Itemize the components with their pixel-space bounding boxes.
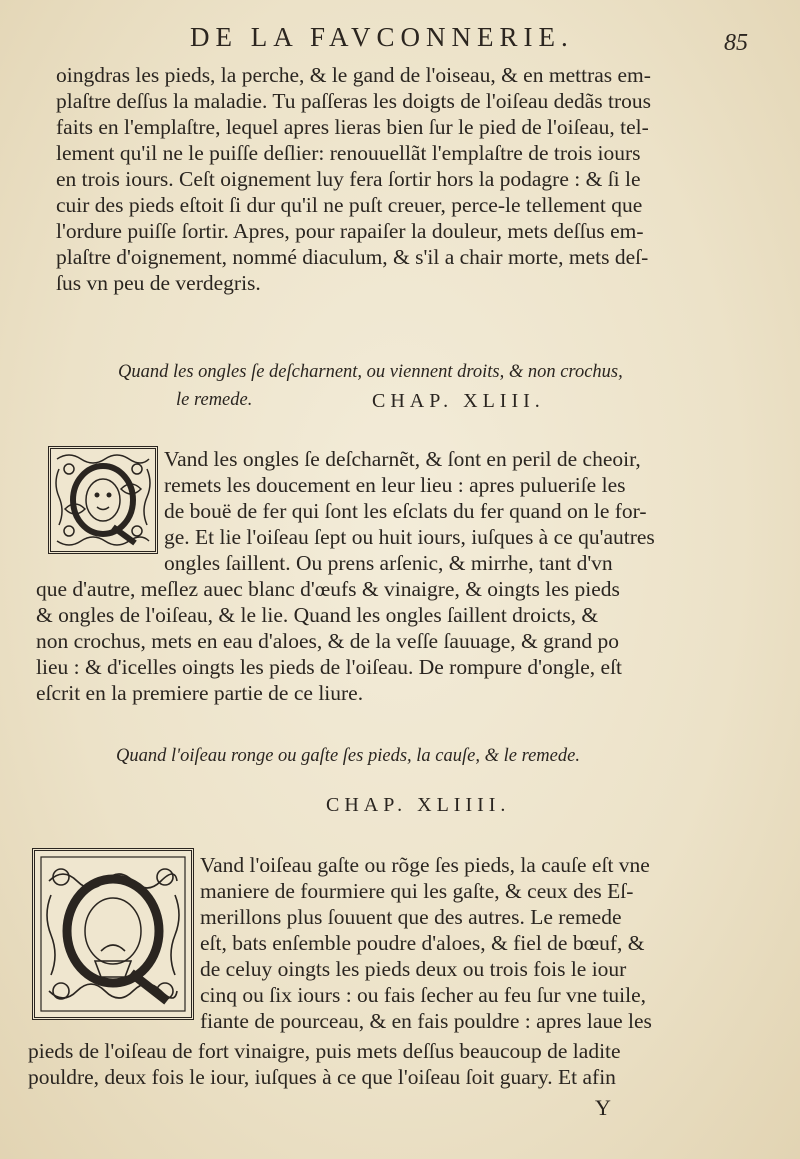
page-number: 85	[724, 30, 748, 56]
text-line: ge. Et lie l'oiſeau ſept ou huit iours, iuſques à ce qu'autres	[164, 525, 655, 549]
text-line: pouldre, deux fois le iour, iuſques à ce que l'oiſeau ſoit guary. Et afin	[28, 1065, 616, 1089]
decorated-initial-q	[32, 848, 194, 1020]
text-line: eſcrit en la premiere partie de ce liure.	[36, 681, 364, 705]
page-header	[0, 18, 800, 58]
text-line: Vand l'oiſeau gaſte ou rõge ſes pieds, la cauſe eſt vne	[200, 853, 650, 877]
text-line: de celuy oingts les pieds deux ou trois fois le iour	[200, 957, 627, 981]
ornament-icon	[51, 449, 155, 551]
chapter-title: Quand les ongles ſe deſcharnent, ou viennent droits, & non crochus,	[118, 362, 623, 382]
text-line: ſus vn peu de verdegris.	[56, 271, 261, 295]
chapter-title-continued: le remede.	[176, 390, 253, 410]
text-line: faits en l'emplaſtre, lequel apres lieras bien ſur le pied de l'oiſeau, tel-	[56, 115, 649, 139]
text-line: merillons plus ſouuent que des autres. Le remede	[200, 905, 622, 929]
text-line: fiante de pourceau, & en fais pouldre : apres laue les	[200, 1009, 652, 1033]
text-line: de bouë de fer qui ſont les eſclats du fer quand on le for-	[164, 499, 647, 523]
text-line: plaſtre d'oignement, nommé diaculum, & s'il a chair morte, mets deſ-	[56, 245, 649, 269]
text-line: ongles ſaillent. Ou prens arſenic, & mirrhe, tant d'vn	[164, 551, 613, 575]
text-line: que d'autre, meſlez auec blanc d'œufs & vinaigre, & oingts les pieds	[36, 577, 620, 601]
chapter-number: CHAP. XLIIII.	[326, 794, 511, 816]
text-line: oingdras les pieds, la perche, & le gand de l'oiseau, & en mettras em-	[56, 63, 651, 87]
running-head: DE LA FAVCONNERIE.	[190, 22, 574, 52]
text-line: cinq ou ſix iours : ou fais ſecher au feu ſur vne tuile,	[200, 983, 646, 1007]
text-line: maniere de fourmiere qui les gaſte, & ceux des Eſ-	[200, 879, 634, 903]
ornament-icon	[35, 851, 191, 1017]
text-line: eſt, bats enſemble poudre d'aloes, & fiel de bœuf, &	[200, 931, 645, 955]
text-line: plaſtre deſſus la maladie. Tu paſſeras les doigts de l'oiſeau dedãs trous	[56, 89, 651, 113]
signature-mark: Y	[595, 1095, 611, 1120]
chapter-number: CHAP. XLIII.	[372, 390, 545, 412]
text-line: l'ordure puiſſe ſortir. Apres, pour rapaiſer la douleur, mets deſſus em-	[56, 219, 644, 243]
decorated-initial-q	[48, 446, 158, 554]
text-line: remets les doucement en leur lieu : apres pulueriſe les	[164, 473, 626, 497]
text-line: pieds de l'oiſeau de fort vinaigre, puis mets deſſus beaucoup de ladite	[28, 1039, 621, 1063]
text-line: cuir des pieds eſtoit ſi dur qu'il ne puſt creuer, perce-le tellement que	[56, 193, 643, 217]
text-line: lieu : & d'icelles oingts les pieds de l'oiſeau. De rompure d'ongle, eſt	[36, 655, 623, 679]
text-line: & ongles de l'oiſeau, & le lie. Quand les ongles ſaillent droicts, &	[36, 603, 599, 627]
text-line: Vand les ongles ſe deſcharnẽt, & ſont en peril de cheoir,	[164, 447, 641, 471]
text-line: lement qu'il ne le puiſſe deſlier: renouuellãt l'emplaſtre de trois iours	[56, 141, 641, 165]
text-line: non crochus, mets en eau d'aloes, & de la veſſe ſauuage, & grand po	[36, 629, 619, 653]
chapter-title: Quand l'oiſeau ronge ou gaſte ſes pieds, la cauſe, & le remede.	[116, 746, 580, 766]
text-line: en trois iours. Ceſt oignement luy fera ſortir hors la podagre : & ſi le	[56, 167, 641, 191]
